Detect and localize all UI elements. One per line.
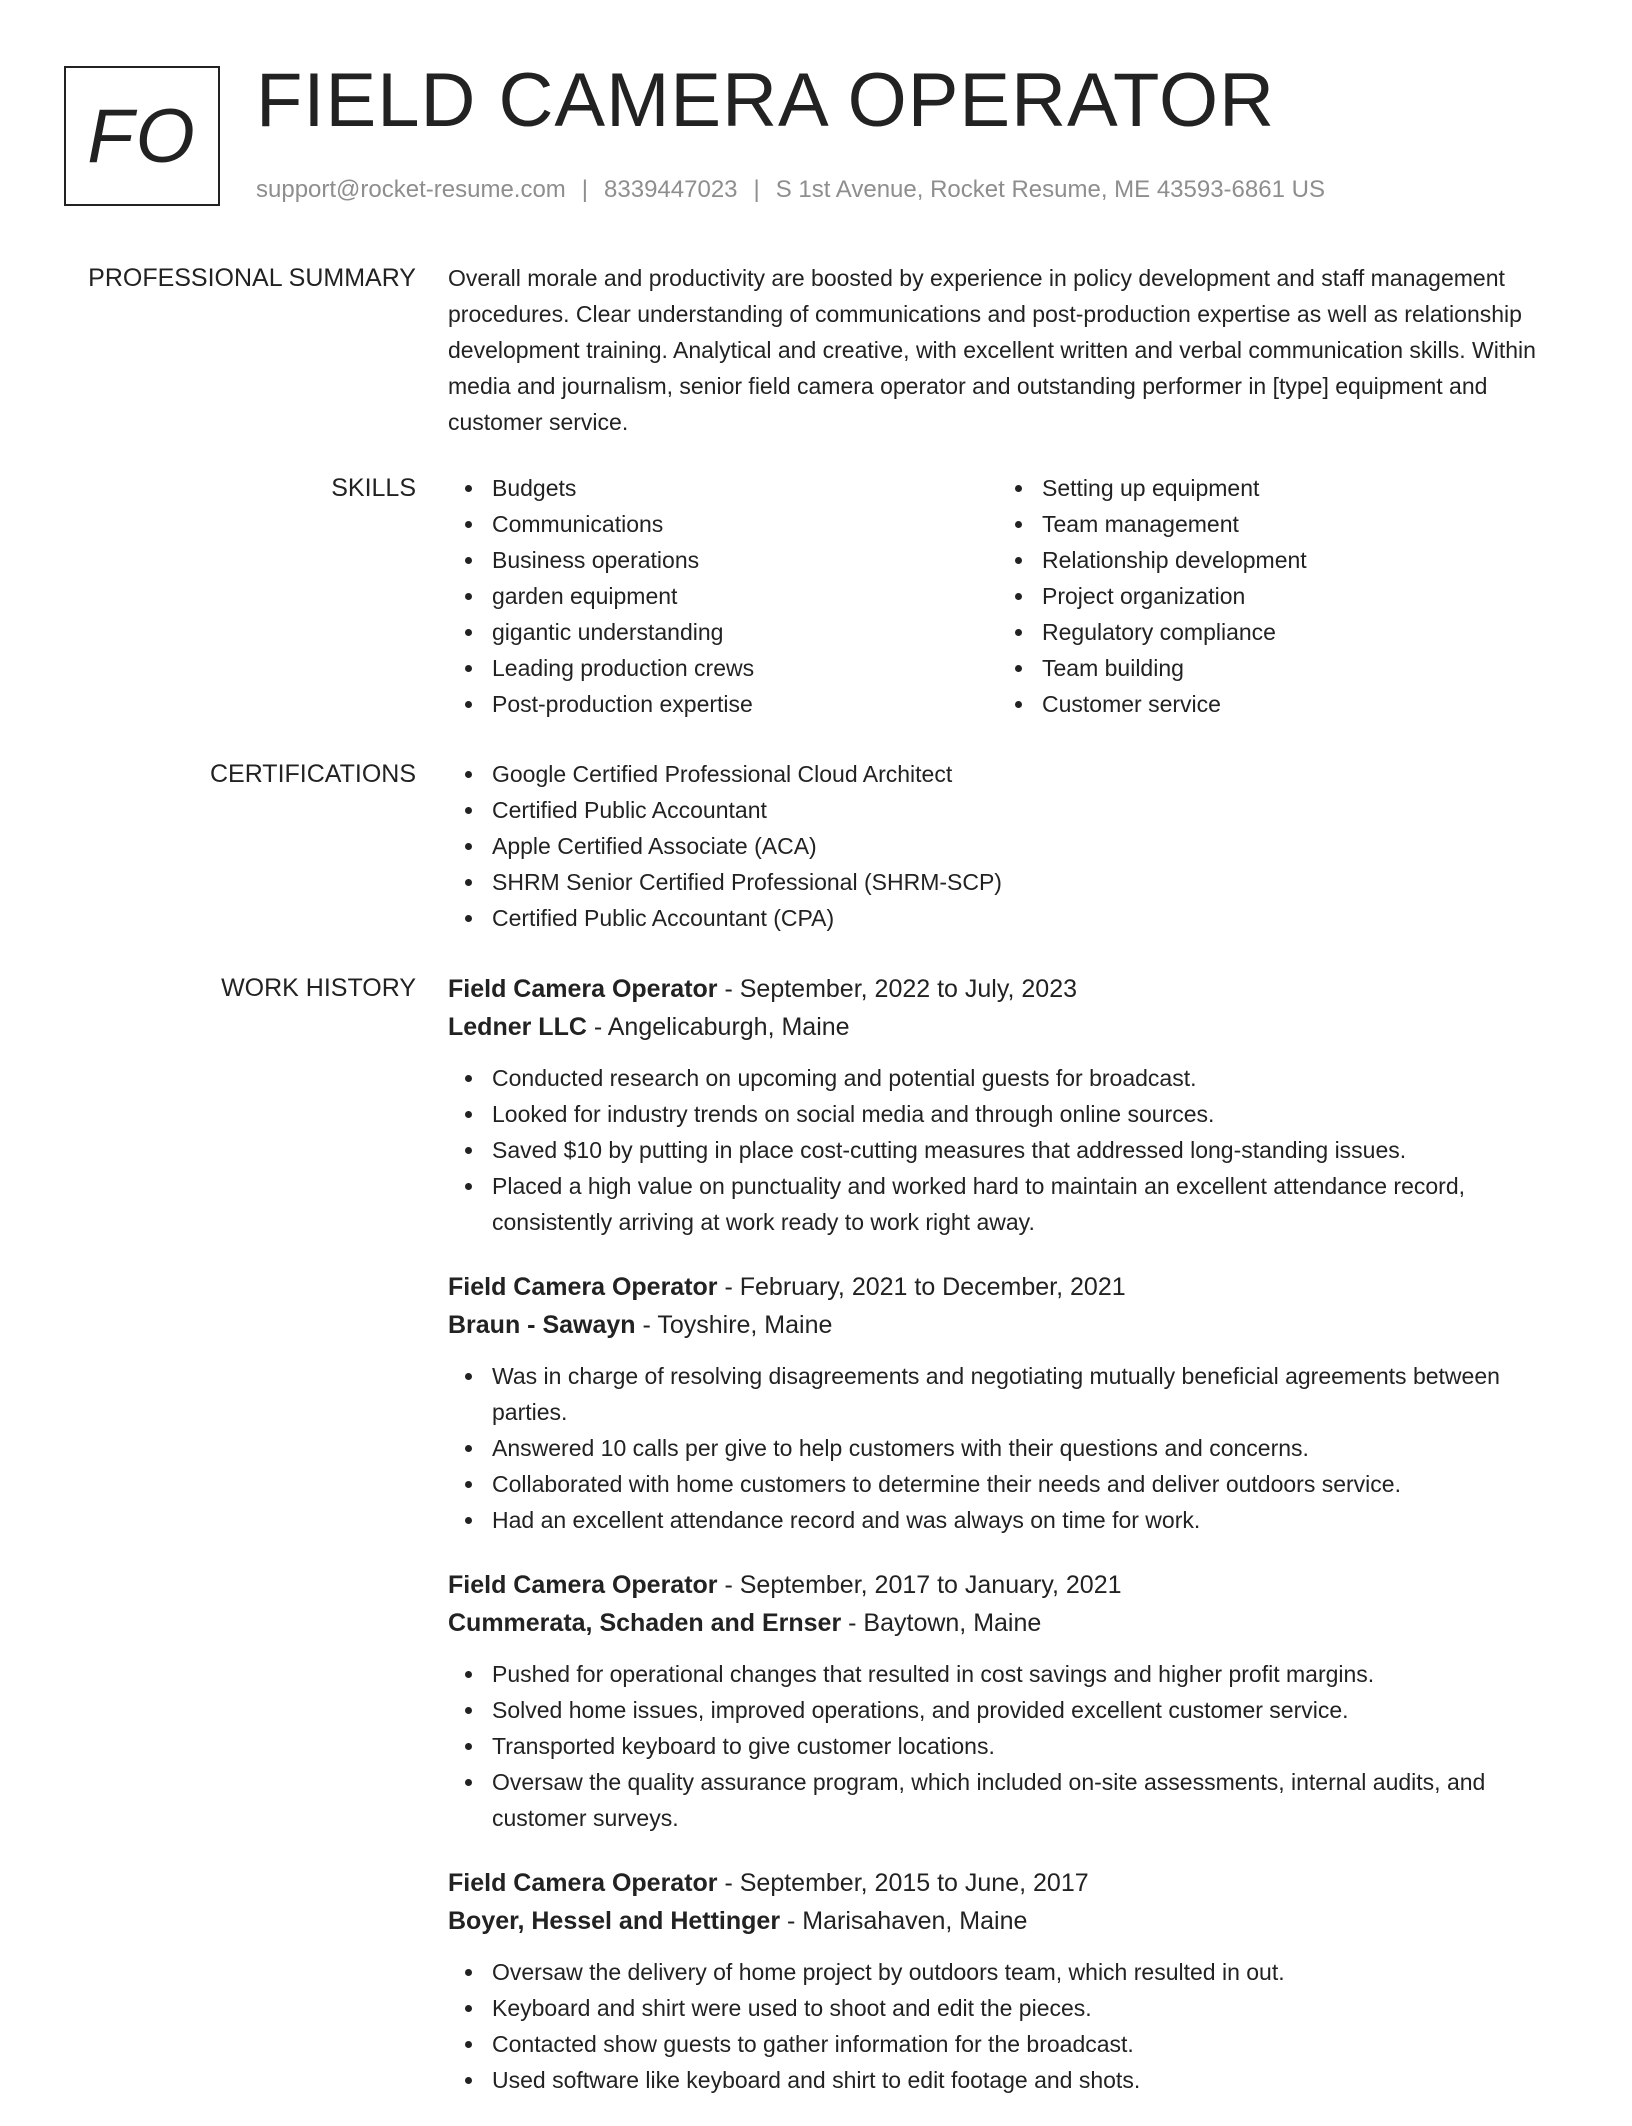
skill-item: gigantic understanding bbox=[448, 614, 998, 650]
summary-body bbox=[448, 260, 1564, 440]
job-bullets bbox=[448, 1656, 1564, 1836]
skill-item: garden equipment bbox=[448, 578, 998, 614]
job-bullet: Transported keyboard to give customer locations. bbox=[448, 1728, 1564, 1764]
job-dates: - September, 2015 to June, 2017 bbox=[717, 1869, 1089, 1897]
job-dates: - September, 2017 to January, 2021 bbox=[717, 1571, 1122, 1599]
job-company: Boyer, Hessel and Hettinger bbox=[448, 1907, 781, 1935]
skills-body bbox=[448, 470, 1564, 722]
job-location: - Marisahaven, Maine bbox=[780, 1907, 1028, 1935]
job-title-line bbox=[448, 1566, 1564, 1604]
skill-item: Budgets bbox=[448, 470, 998, 506]
job-title-line bbox=[448, 1268, 1564, 1306]
skills-list-left bbox=[448, 470, 998, 722]
skill-item: Regulatory compliance bbox=[998, 614, 1548, 650]
certification-item: Certified Public Accountant bbox=[448, 792, 1564, 828]
job-bullet: Used software like keyboard and shirt to edit footage and shots. bbox=[448, 2062, 1564, 2098]
job-company: Ledner LLC bbox=[448, 1013, 587, 1041]
job-company-line bbox=[448, 1604, 1564, 1642]
job-title-line bbox=[448, 970, 1564, 1008]
job-company-line bbox=[448, 1008, 1564, 1046]
job-bullets bbox=[448, 1358, 1564, 1538]
job-bullet: Had an excellent attendance record and was always on time for work. bbox=[448, 1502, 1564, 1538]
skills-list-right bbox=[998, 470, 1548, 722]
job-bullet: Keyboard and shirt were used to shoot and edit the pieces. bbox=[448, 1990, 1564, 2026]
summary-text: Overall morale and productivity are boosted by experience in policy development and staff management procedures. Clear understanding of communications and post-production expertise as well as relationship development training. Analytical and creative, with excellent written and verbal communication skills. Within media and journalism, senior field camera operator and outstanding performer in [type] equipment and customer service. bbox=[448, 265, 1536, 435]
job-bullet: Contacted show guests to gather information for the broadcast. bbox=[448, 2026, 1564, 2062]
skill-item: Customer service bbox=[998, 686, 1548, 722]
job-bullet: Solved home issues, improved operations, and provided excellent customer service. bbox=[448, 1692, 1564, 1728]
job-company: Cummerata, Schaden and Ernser bbox=[448, 1609, 842, 1637]
job-entry bbox=[448, 970, 1564, 1240]
job-title: Field Camera Operator bbox=[448, 1869, 718, 1897]
job-title: Field Camera Operator bbox=[448, 1273, 718, 1301]
job-dates: - September, 2022 to July, 2023 bbox=[717, 975, 1078, 1003]
summary-heading: PROFESSIONAL SUMMARY bbox=[88, 264, 416, 292]
skill-item: Post-production expertise bbox=[448, 686, 998, 722]
job-bullet: Collaborated with home customers to determine their needs and deliver outdoors service. bbox=[448, 1466, 1564, 1502]
skill-item: Business operations bbox=[448, 542, 998, 578]
job-title-line bbox=[448, 1864, 1564, 1902]
job-title: Field Camera Operator bbox=[448, 1571, 718, 1599]
contact-line bbox=[256, 174, 1325, 206]
job-company: Braun - Sawayn bbox=[448, 1311, 636, 1339]
certification-item: Apple Certified Associate (ACA) bbox=[448, 828, 1564, 864]
job-bullet: Was in charge of resolving disagreements and negotiating mutually beneficial agreements between parties. bbox=[448, 1358, 1564, 1430]
job-title: Field Camera Operator bbox=[448, 975, 718, 1003]
skills-heading: SKILLS bbox=[331, 474, 416, 502]
job-dates: - February, 2021 to December, 2021 bbox=[717, 1273, 1126, 1301]
skill-item: Communications bbox=[448, 506, 998, 542]
job-location: - Angelicaburgh, Maine bbox=[586, 1013, 850, 1041]
resume-title: FIELD CAMERA OPERATOR bbox=[256, 58, 1276, 143]
job-company-line bbox=[448, 1306, 1564, 1344]
skill-item: Setting up equipment bbox=[998, 470, 1548, 506]
contact-address: S 1st Avenue, Rocket Resume, ME 43593-6861 US bbox=[775, 176, 1325, 203]
monogram-box bbox=[64, 66, 220, 206]
contact-phone[interactable]: 8339447023 bbox=[604, 176, 738, 203]
job-entry bbox=[448, 1268, 1564, 1538]
job-bullet: Pushed for operational changes that resulted in cost savings and higher profit margins. bbox=[448, 1656, 1564, 1692]
certifications-body bbox=[448, 756, 1564, 936]
job-location: - Baytown, Maine bbox=[841, 1609, 1042, 1637]
job-bullets bbox=[448, 1954, 1564, 2098]
certification-item: Google Certified Professional Cloud Architect bbox=[448, 756, 1564, 792]
contact-email[interactable]: support@rocket-resume.com bbox=[256, 176, 566, 203]
job-location: - Toyshire, Maine bbox=[635, 1311, 833, 1339]
job-entry bbox=[448, 1566, 1564, 1836]
job-company-line bbox=[448, 1902, 1564, 1940]
job-bullet: Saved $10 by putting in place cost-cutting measures that addressed long-standing issues. bbox=[448, 1132, 1564, 1168]
work-history-body bbox=[448, 970, 1564, 2126]
skill-item: Team building bbox=[998, 650, 1548, 686]
skill-item: Team management bbox=[998, 506, 1548, 542]
monogram-initials: FO bbox=[87, 93, 197, 179]
work-history-heading: WORK HISTORY bbox=[221, 974, 416, 1002]
job-bullets bbox=[448, 1060, 1564, 1240]
job-bullet: Oversaw the delivery of home project by outdoors team, which resulted in out. bbox=[448, 1954, 1564, 1990]
contact-separator: | bbox=[753, 176, 760, 203]
job-bullet: Placed a high value on punctuality and worked hard to maintain an excellent attendance record, consistently arriving at work ready to work right away. bbox=[448, 1168, 1564, 1240]
job-entry bbox=[448, 1864, 1564, 2098]
skill-item: Project organization bbox=[998, 578, 1548, 614]
skill-item: Relationship development bbox=[998, 542, 1548, 578]
skill-item: Leading production crews bbox=[448, 650, 998, 686]
job-bullet: Oversaw the quality assurance program, which included on-site assessments, internal audits, and customer surveys. bbox=[448, 1764, 1564, 1836]
certification-item: Certified Public Accountant (CPA) bbox=[448, 900, 1564, 936]
contact-separator: | bbox=[581, 176, 589, 203]
job-bullet: Answered 10 calls per give to help customers with their questions and concerns. bbox=[448, 1430, 1564, 1466]
job-bullet: Looked for industry trends on social media and through online sources. bbox=[448, 1096, 1564, 1132]
certifications-list bbox=[448, 756, 1564, 936]
certifications-heading: CERTIFICATIONS bbox=[209, 760, 416, 788]
certification-item: SHRM Senior Certified Professional (SHRM-SCP) bbox=[448, 864, 1564, 900]
job-bullet: Conducted research on upcoming and potential guests for broadcast. bbox=[448, 1060, 1564, 1096]
